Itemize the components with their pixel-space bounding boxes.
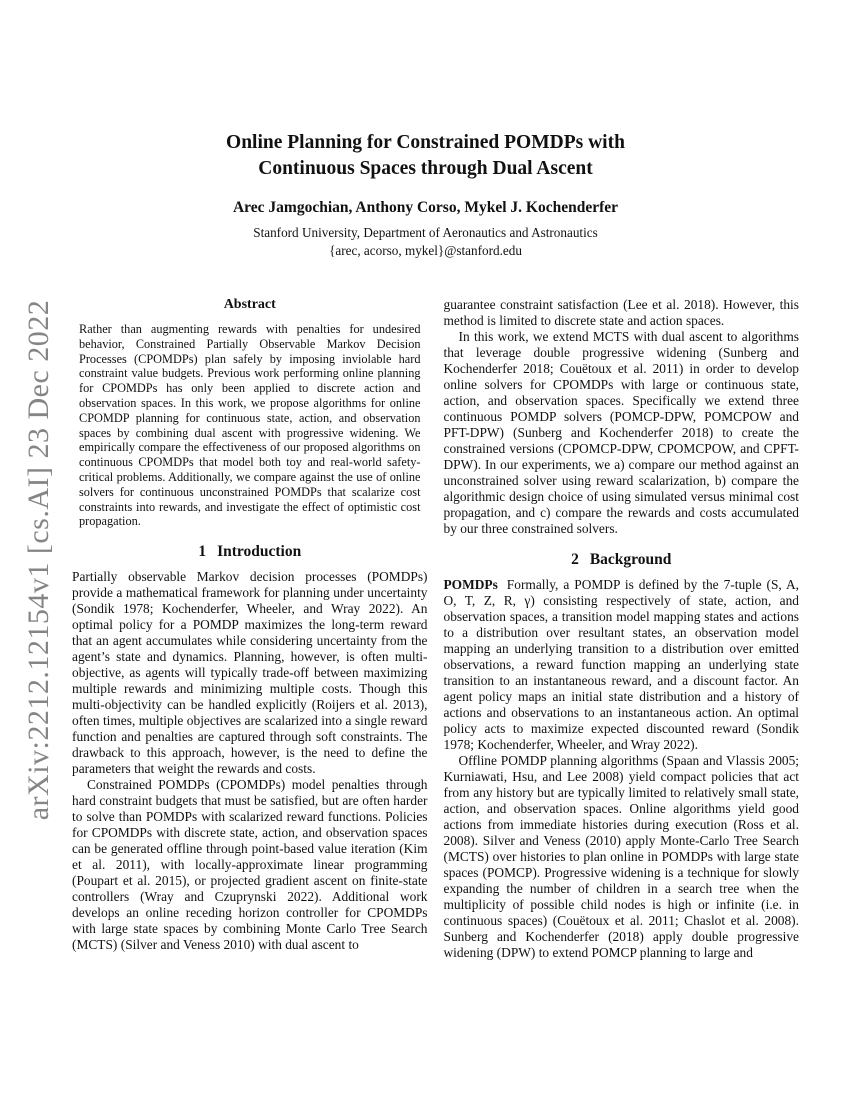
paper-title-line2: Continuous Spaces through Dual Ascent [258, 158, 593, 179]
section-title: Introduction [217, 543, 302, 561]
background-offline-paragraph: Offline POMDP planning algorithms (Spaan and Vlassis 2005; Kurniawati, Hsu, and Lee 2008) yield compact policies that act from any history but are typically limited to relatively small state, action, and observation spaces. Online algorithms yield good actions from immediate histories during execution (Ross et al. 2008). Silver and Veness (2010) apply Monte-Carlo Tree Search (MCTS) over histories to plan online in POMDPs with large state spaces (POMCP). Progressive widening is a technique for slowly expanding the number of children in a search tree when the multiplicity of possible child nodes is high or infinite (i.e. in continuous spaces) (Couëtoux et al. 2011; Chaslot et al. 2008). Sunberg and Kochenderfer (2018) apply double progressive widening (DPW) to extend POMCP planning to large and [443, 753, 799, 960]
introduction-paragraph-1: Partially observable Markov decision processes (POMDPs) provide a mathematical framework for planning under uncertainty (Sondik 1978; Kochenderfer, Wheeler, and Wray 2022). An optimal policy for a POMDP maximizes the long-term reward that an agent accumulates while considering uncertainty from the agent’s state and dynamics. Planning, however, is often multi-objective, as agents will typically trade-off between maximizing multiple rewards and minimizing multiple costs. Though this multi-objectivity can be handled explicitly (Roijers et al. 2013), often times, multiple objectives are scalarized into a single reward function and penalties are captured through soft constraints. The drawback to this approach, however, is the need to define the parameters that weight the rewards and costs. [72, 569, 428, 777]
section-title: Background [589, 551, 672, 568]
continuation-paragraph: guarantee constraint satisfaction (Lee et al. 2018). However, this method is limited to discrete state and action spaces. [443, 297, 799, 328]
this-work-paragraph: In this work, we extend MCTS with dual ascent to algorithms that leverage double progressive widening (Sunberg and Kochenderfer 2018; Couëtoux et al. 2011) in order to develop online solvers for CPOMDPs with large or continuous state, action, and observation spaces. Specifically we extend three continuous POMDP solvers (POMCP-DPW, POMCPOW and PFT-DPW) (Sunberg and Kochenderfer 2018) to create the constrained versions (CPOMCP-DPW, CPOMCPOW, and CPFT-DPW). In our experiments, we a) compare our method against an unconstrained solver using reward scalarization, b) compare the algorithmic design choice of using simulated versus minimal cost propagation, and c) compare the rewards and costs accumulated by our three constrained solvers. [443, 329, 799, 536]
introduction-paragraph-2: Constrained POMDPs (CPOMDPs) model penalties through hard constraint budgets that must be satisfied, but are often harder to solve than POMDPs with scalarized reward functions. Policies for CPOMDPs with discrete state, action, and observation spaces can be generated offline through point-based value iteration (Kim et al. 2011), with locally-approximate linear programming (Poupart et al. 2015), or projected gradient ascent on finite-state controllers (Wray and Czuprynski 2022). Additional work develops an online receding horizon controller for CPOMDPs with large state spaces by combining Monte Carlo Tree Search (MCTS) (Silver and Veness 2010) with dual ascent to [72, 777, 428, 953]
section-heading-introduction [72, 543, 428, 561]
arxiv-stamp: arXiv:2212.12154v1 [cs.AI] 23 Dec 2022 [22, 299, 55, 821]
two-column-body [72, 297, 799, 977]
abstract-heading: Abstract [223, 297, 276, 312]
section-heading-background [444, 551, 800, 569]
affiliation: Stanford University, Department of Aeronautics and Astronautics [253, 225, 598, 240]
left-column [72, 297, 428, 977]
title-block [62, 130, 789, 259]
abstract-text: Rather than augmenting rewards with penalties for undesired behavior, Constrained Partially Observable Markov Decision Processes (CPOMDPs) plan safely by imposing inviolable hard constraint value budgets. Previous work performing online planning for CPOMDPs has only been applied to discrete action and observation spaces. In this work, we propose algorithms for online CPOMDP planning for continuous state, action, and observation spaces by combining dual ascent with progressive widening. We empirically compare the effectiveness of our proposed algorithms on continuous CPOMDPs that model both toy and real-world safety-critical problems. Additionally, we compare against the use of online solvers for continuous unconstrained POMDPs that scalarize cost constraints into rewards, and investigate the effect of optimistic cost propagation. [79, 322, 421, 529]
email: {arec, acorso, mykel}@stanford.edu [329, 243, 522, 258]
pomdps-runin-label: POMDPs [443, 577, 498, 592]
right-column [444, 297, 800, 977]
paper-title [62, 130, 789, 182]
paper-title-line1: Online Planning for Constrained POMDPs with [226, 132, 625, 153]
background-pomdps-paragraph [444, 577, 800, 753]
section-number: 2 [571, 551, 579, 568]
section-number: 1 [198, 543, 207, 561]
authors: Arec Jamgochian, Anthony Corso, Mykel J. Kochenderfer [232, 199, 619, 216]
background-pomdps-text: Formally, a POMDP is defined by the 7-tuple (S, A, O, T, Z, R, γ) consisting respectively of state, action, and observation spaces, a transition model mapping states and actions to a distribution over resultant states, an observation model mapping an underlying transition to a distribution over emitted observations, a reward function mapping an underlying state transition to an instantaneous reward, and a discount factor. An agent policy maps an initial state distribution and a history of actions and observations to an instantaneous action. An optimal policy acts to maximize expected discounted reward (Sondik 1978; Kochenderfer, Wheeler, and Wray 2022). [443, 577, 799, 752]
